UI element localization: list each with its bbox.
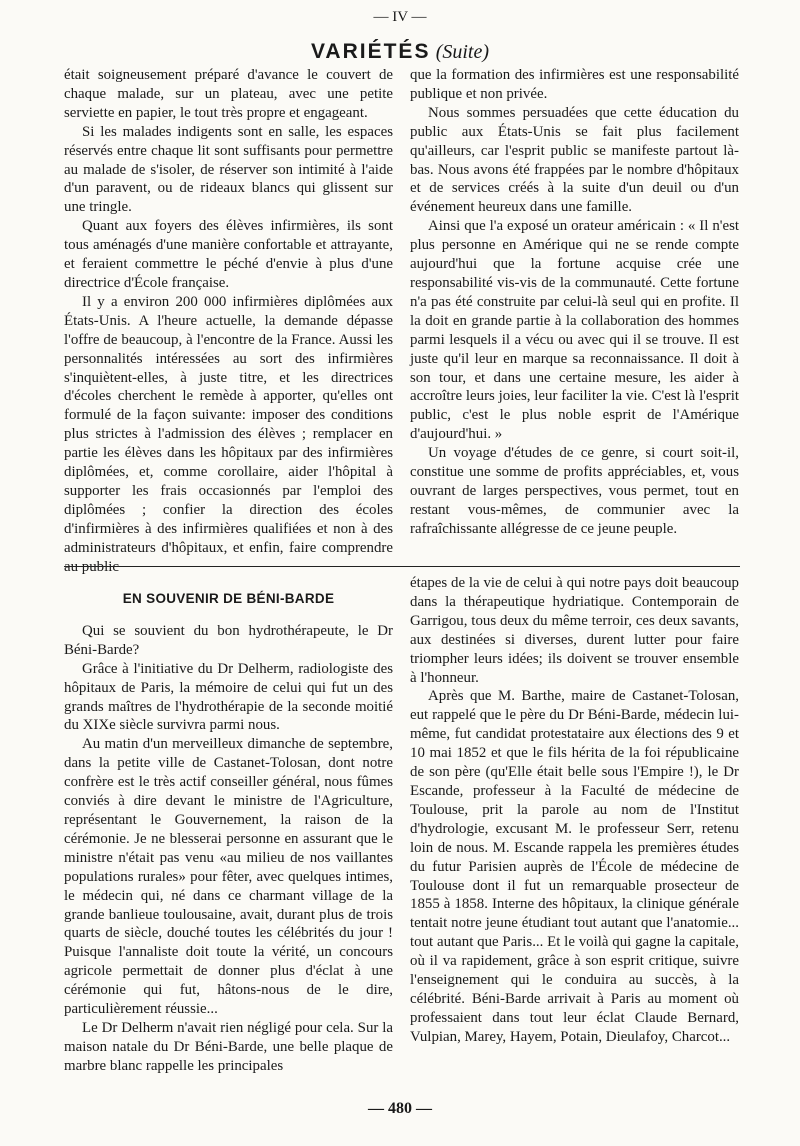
top-right-column	[410, 66, 739, 539]
paragraph: que la formation des infirmières est une responsabilité publique et non privée.	[410, 67, 739, 102]
paragraph: Un voyage d'études de ce genre, si court soit-il, constitue une somme de profits appréciables, et, vous ouvrant de larges perspectives, vous permet, tout en restant vous-mêmes, de communier avec la rafraîchissante allégresse de ce jeune peuple.	[410, 445, 739, 537]
paragraph: étapes de la vie de celui à qui notre pays doit beaucoup dans la thérapeutique hydriatique. Contemporain de Garrigou, tous deux du même terroir, ces deux savants, aux destinées si diverses, durent lutter pour faire triompher leurs idées; ils doivent se trouver ensemble à l'honneur.	[410, 575, 739, 686]
paragraph: Nous sommes persuadées que cette éducation du public aux États-Unis se fait plus facilement qu'ailleurs, car l'esprit public se manifeste partout là-bas. Nous avons été frappées par le nombre d'hôpitaux et de services créés à la suite d'un deuil ou d'un événement heureux dans une famille.	[410, 104, 739, 216]
section-subtitle: (Suite)	[435, 41, 490, 63]
paragraph: Si les malades indigents sont en salle, les espaces réservés entre chaque lit sont suffisants pour permettre au malade de s'isoler, de réserver son intimité à l'aide d'un paravent, ou de rideaux blancs qui glissent sur une tringle.	[64, 123, 393, 216]
paragraph: Quant aux foyers des élèves infirmières, ils sont tous aménagés d'une manière confortable et attrayante, et feraient commettre le péché d'envie à plus d'une directrice d'École française.	[64, 218, 393, 291]
section-title	[0, 38, 800, 65]
paragraph: Grâce à l'initiative du Dr Delherm, radiologiste des hôpitaux de Paris, la mémoire de celui qui fut un des grands maîtres de l'hydrothérapie de la seconde moitié du XIXe siècle survivra parmi nous.	[64, 660, 393, 734]
article-left-column	[64, 590, 393, 1076]
page-number-header: — IV —	[373, 9, 427, 25]
paragraph: Ainsi que l'a exposé un orateur américain : « Il n'est plus personne en Amérique qui ne se rende compte aujourd'hui que la fortune acquise crée une responsabilité vis-vis de la communauté. Cette fortune n'a pas été construite par celui-là seul qui en profite. Il la doit en grande partie à la collaboration des hommes parmi lesquels il a vécu ou avec qui il se trouve. Il est juste qu'il leur en marque sa reconnaissance. Il doit à son tour, et dans une certaine mesure, les aider à accroître leurs joies, leur faciliter la vie. C'est là l'esprit public, c'est le plus noble esprit de l'Amérique d'aujourd'hui. »	[410, 218, 739, 443]
top-left-column	[64, 66, 393, 576]
section-title-text: VARIÉTÉS	[310, 40, 431, 63]
page-number-footer: — 480 —	[368, 1100, 432, 1117]
paragraph: Le Dr Delherm n'avait rien négligé pour cela. Sur la maison natale du Dr Béni-Barde, une belle plaque de marbre blanc rappelle les principales	[64, 1019, 393, 1074]
paragraph: Il y a environ 200 000 infirmières diplômées aux États-Unis. A l'heure actuelle, la demande dépasse l'offre de beaucoup, à l'encontre de la France. Aussi les personnalités intéressées au sort des infirmières s'inquiètent-elles, à juste titre, et les directrices d'écoles cherchent le remède à apporter, qu'elles ont formulé de la façon suivante: imposer des conditions plus strictes à l'admission des élèves ; remplacer en partie les élèves dans les hôpitaux par des infirmières diplômées, et, comme corollaire, aider l'hôpital à supporter les frais occasionnés par l'emploi des diplômées ; confier la direction des écoles d'infirmières à des infirmières qualifiées et non à des administrateurs d'hôpitaux, et enfin, faire comprendre au public	[64, 293, 393, 575]
paragraph: Qui se souvient du bon hydrothérapeute, le Dr Béni-Barde?	[64, 622, 393, 658]
paragraph: Après que M. Barthe, maire de Castanet-Tolosan, eut rappelé que le père du Dr Béni-Barde, médecin lui-même, fut candidat protestataire aux élections des 9 et 10 mai 1852 et que le fils hérita de la foi républicaine de son père (qu'Elle était belle sous l'Empire !), le Dr Escande, professeur à la Faculté de médecine de Toulouse, prit la parole au nom de l'Institut d'hydrologie, excusant M. le professeur Serr, retenu loin de nous. M. Escande rappela les premières études du futur Parisien auprès de l'École de médecine de Toulouse dont il fut un remarquable prosecteur de 1855 à 1858. Interne des hôpitaux, la clinique générale tentait notre jeune étudiant tout autant que l'anatomie... tout autant que Paris... Et le voilà qui gagne la capitale, où il va rapidement, grâce à son esprit critique, suivre l'enseignement qui le conduira au succès, à la célébrité. Béni-Barde arrivait à Paris au moment où professaient dans tout leur éclat Claude Bernard, Vulpian, Marey, Hayem, Potain, Dieulafoy, Charcot...	[410, 688, 739, 1045]
article-right-column	[410, 574, 739, 1047]
paragraph: Au matin d'un merveilleux dimanche de septembre, dans la petite ville de Castanet-Tolosan, dont notre confrère est le très actif conseiller général, nous fûmes conviés à dire devant le ministre de l'Agriculture, représentant le Gouvernement, la raison de la cérémonie. Je ne blesserai personne en assurant que le ministre n'était pas venu «au milieu de nos vaillantes populations rurales» pour fêter, avec quelques intimes, le médecin qui, né dans ce charmant village de la grande banlieue toulousaine, avait, durant plus de trois quarts de siècle, douché toutes les célébrités du jour ! Puisque l'annaliste doit toute la vérité, un concours agricole permettait de donner plus d'éclat à une cérémonie qui fut, hâtons-nous de le dire, particulièrement réussie...	[64, 736, 393, 1018]
paragraph: était soigneusement préparé d'avance le couvert de chaque malade, sur un plateau, avec une petite serviette en papier, le tout très propre et engageant.	[64, 67, 393, 121]
section-divider	[64, 566, 740, 567]
article-title: EN SOUVENIR DE BÉNI-BARDE	[122, 591, 335, 606]
